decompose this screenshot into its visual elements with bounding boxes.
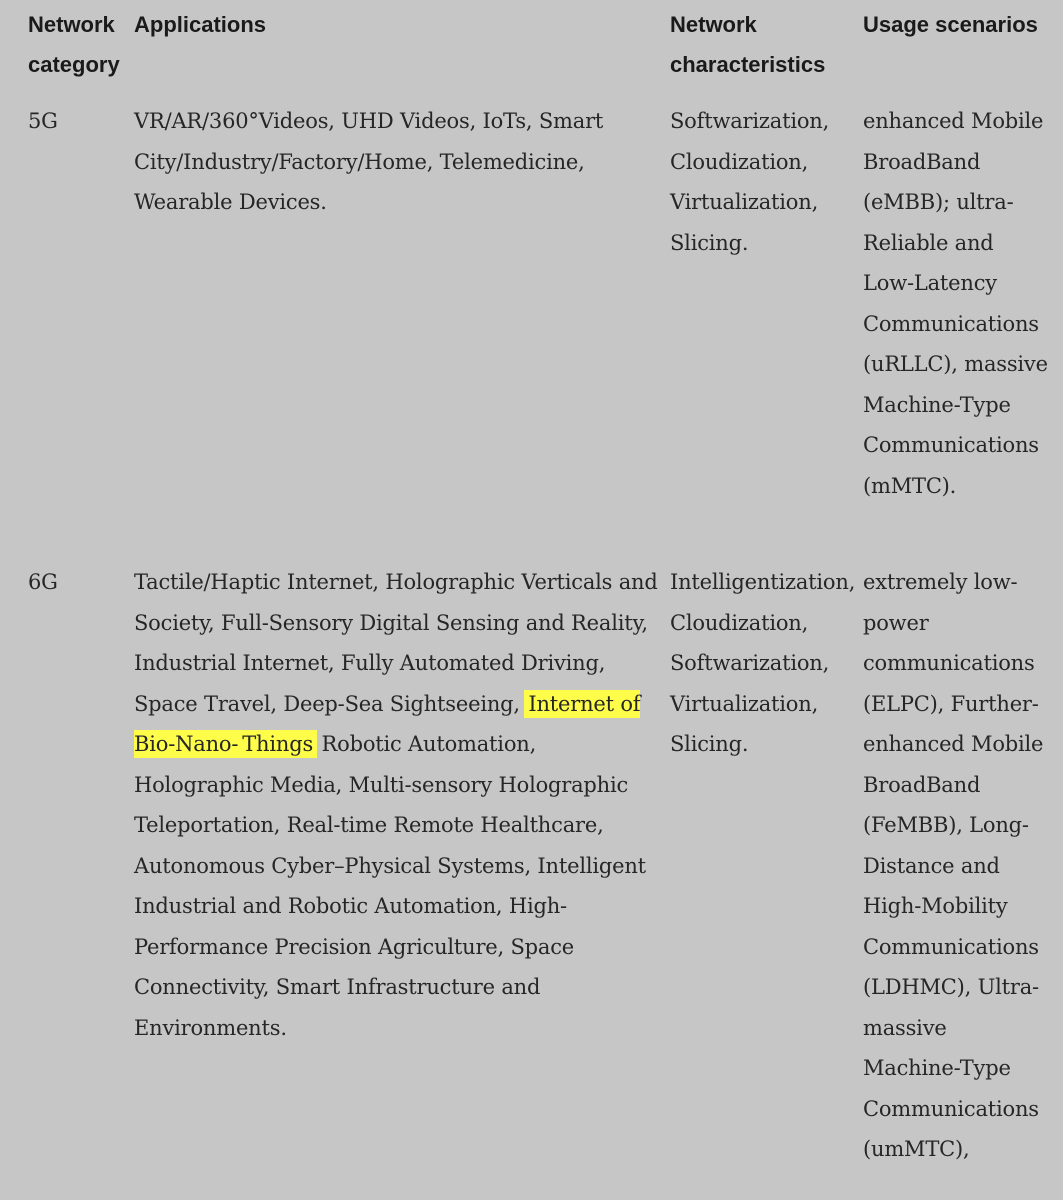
row-6g-usage: extremely low-power communications (ELPC), Further-enhanced Mobile BroadBand (FeMBB), Long-Distance and High-Mobility Communications (LDHMC), Ultra-massive Machine-Type Communications (umMTC), [863, 570, 1044, 1161]
header-applications: Applications [134, 12, 267, 37]
header-usage-scenarios: Usage scenarios [863, 12, 1038, 37]
header-network-characteristics: Network characteristics [670, 12, 826, 77]
applications-text-after: Robotic Automation, Holographic Media, Multi-sensory Holographic Teleportation, Real-time Remote Healthcare, Autonomous Cyber–Physical Systems, Intelligent Industrial and Robotic Automation, High-Performance Precision Agriculture, Space Connectivity, Smart Infrastructure and Environments. [134, 732, 646, 1040]
row-5g-applications: VR/AR/360°Videos, UHD Videos, IoTs, Smart City/Industry/Factory/Home, Telemedicine, Wearable Devices. [134, 109, 604, 214]
row-6g-applications [134, 562, 659, 1048]
row-6g-characteristics: Intelligentization, Cloudization, Softwarization, Virtualization, Slicing. [670, 570, 856, 756]
applications-text-before: Tactile/Haptic Internet, Holographic Verticals and Society, Full-Sensory Digital Sensing and Reality, Industrial Internet, Fully Automated Driving, Space Travel, Deep-Sea Sightseeing, [134, 570, 658, 716]
row-5g-usage: enhanced Mobile BroadBand (eMBB); ultra-Reliable and Low-Latency Communications (uRLLC), massive Machine-Type Communications (mMTC). [863, 109, 1048, 498]
row-5g-characteristics: Softwarization, Cloudization, Virtualization, Slicing. [670, 109, 830, 255]
highlighted-text: Internet of Bio-Nano- [134, 691, 641, 756]
row-5g-category: 5G [28, 109, 58, 133]
highlighted-text-continued: Things [242, 732, 314, 756]
row-6g-category: 6G [28, 570, 58, 594]
header-network-category: Network category [28, 12, 120, 77]
